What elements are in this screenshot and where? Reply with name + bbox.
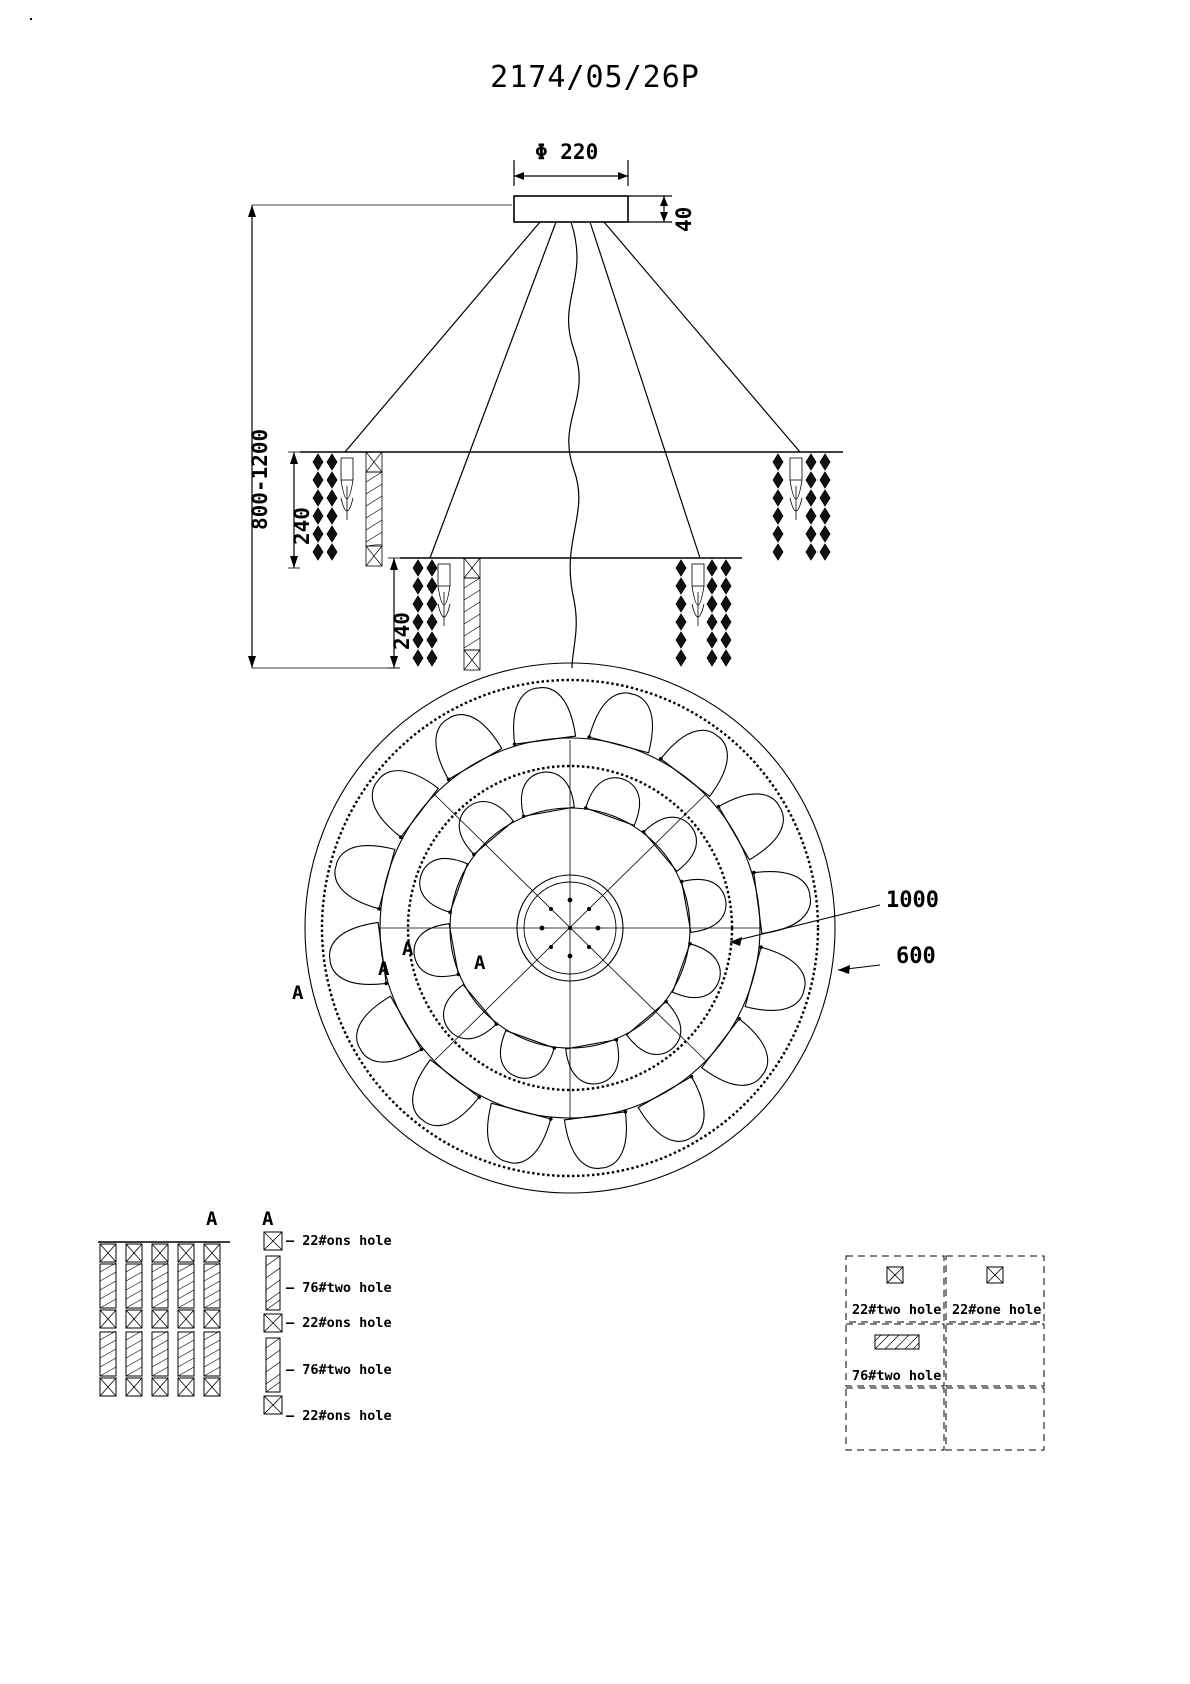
- legend-table: [845, 1255, 1045, 1455]
- drawing-title: 2174/05/26P: [490, 60, 700, 95]
- legend-label-22-one-hole: 22#one hole: [952, 1302, 1042, 1318]
- callout-22-one-hole-bottom: — 22#ons hole: [286, 1408, 392, 1424]
- label-outer-diameter: 1000: [886, 888, 939, 913]
- callout-22-one-hole-top: — 22#ons hole: [286, 1233, 392, 1249]
- dim-lower-tier-height: 240: [390, 612, 414, 650]
- callout-22-one-hole-mid: — 22#ons hole: [286, 1315, 392, 1331]
- section-mark-a-4: A: [474, 952, 486, 974]
- front-elevation-view: [0, 0, 1190, 700]
- dim-canopy-height: 40: [672, 206, 696, 232]
- dim-upper-tier-height: 240: [290, 507, 314, 545]
- callout-76-two-hole-lower: — 76#two hole: [286, 1362, 392, 1378]
- legend-label-76-two-hole: 76#two hole: [852, 1368, 942, 1384]
- section-mark-a-1: A: [292, 982, 304, 1004]
- section-mark-a-2: A: [378, 958, 390, 980]
- legend-label-22-two-hole: 22#two hole: [852, 1302, 942, 1318]
- callout-76-two-hole-upper: — 76#two hole: [286, 1280, 392, 1296]
- label-inner-diameter: 600: [896, 944, 936, 969]
- dim-canopy-diameter: Φ 220: [535, 140, 599, 164]
- detail-section-mark-right: A: [262, 1208, 274, 1230]
- dim-drop-range: 800-1200: [248, 428, 272, 530]
- detail-section-mark-left: A: [206, 1208, 218, 1230]
- plan-view: [260, 660, 960, 1220]
- section-mark-a-3: A: [402, 938, 414, 960]
